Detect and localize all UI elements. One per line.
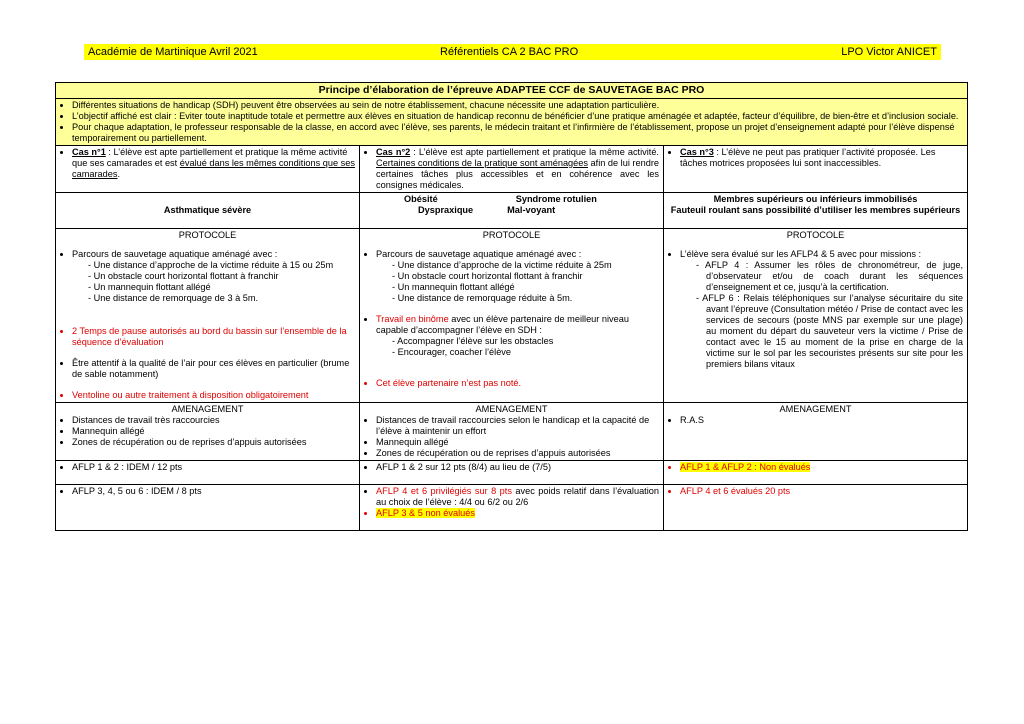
amenagement-col2 — [360, 403, 664, 461]
case-3-label: Cas n°3 — [680, 147, 714, 157]
case-1-cell — [56, 146, 360, 193]
list-item: • Zones de récupération ou de reprises d’appuis autorisées — [72, 437, 355, 448]
handicap-malvoyant: Mal-voyant — [507, 205, 556, 215]
aflp3456-col3 — [664, 485, 968, 531]
aflp3456-row — [56, 485, 968, 531]
case-3-text — [680, 147, 963, 169]
table-title: Principe d’élaboration de l’épreuve ADAPTEE CCF de SAUVETAGE BAC PRO — [56, 83, 968, 99]
protocole-col2 — [360, 229, 664, 403]
protocole-heading: PROTOCOLE — [786, 230, 845, 240]
case-2-c: afin de lui rendre certaines tâches plus accessibles et en cohérence avec les consignes médicales. — [376, 158, 659, 190]
handicap-col3 — [664, 193, 968, 229]
amenagement-heading: AMENAGEMENT — [475, 404, 548, 414]
amenagement-row — [56, 403, 968, 461]
list-item: - Une distance d’approche de la victime réduite à 25m — [402, 260, 659, 271]
protocole-intro — [376, 249, 659, 304]
protocole-heading: PROTOCOLE — [482, 230, 541, 240]
list-item: • Mannequin allégé — [72, 426, 355, 437]
list-item: - Une distance de remorquage réduite à 5m. — [402, 293, 659, 304]
intro-row — [56, 99, 968, 146]
aflp35-not-evaluated: AFLP 3 & 5 non évalués — [376, 508, 475, 518]
case-1-b: évalué dans les mêmes conditions que ses camarades — [72, 158, 355, 179]
protocole-heading: PROTOCOLE — [178, 230, 237, 240]
list-item: • Zones de récupération ou de reprises d’appuis autorisées — [376, 448, 659, 459]
amenagement-col1 — [56, 403, 360, 461]
partner-note: • Cet élève partenaire n’est pas noté. — [376, 378, 659, 389]
case-2-b: Certaines conditions de la pratique sont aménagées — [376, 158, 588, 168]
list-item: - Accompagner l’élève sur les obstacles — [402, 336, 659, 347]
ventoline-note: • Ventoline ou autre traitement à disposition obligatoirement — [72, 390, 355, 401]
header-center: Référentiels CA 2 BAC PRO — [440, 46, 579, 58]
list-item: • Distances de travail raccourcies selon le handicap et la capacité de l’élève à maintenir un effort — [376, 415, 659, 437]
intro-item: • Pour chaque adaptation, le professeur responsable de la classe, en accord avec l’élève, ses parents, le médecin traitant et l’infirmière de l’établissement, propose un projet d’enseignement adapté pour l’élève dispensé temporairement ou partiellement. — [72, 122, 963, 144]
aflp12-row — [56, 461, 968, 485]
evaluation-table — [55, 82, 968, 531]
case-3-cell — [664, 146, 968, 193]
list-item: • Distances de travail très raccourcies — [72, 415, 355, 426]
list-item: - Un obstacle court horizontal flottant à franchir — [402, 271, 659, 282]
handicap-row — [56, 193, 968, 229]
list-item: - AFLP 6 : Relais téléphoniques sur l’analyse sécuritaire du site avant l’épreuve (Consultation météo / Prise de contact avec les services de secours (poste MNS par exemple sur une plage) au moment du départ du sauveteur vers la victime / Prise de contact avec le 15 au moment de la prise en charge de la victime sur le sol par les secouristes présents sur site pour les premiers bilans vitaux — [706, 293, 963, 370]
case-3-a: : L’élève ne peut pas pratiquer l’activité proposée. Les tâches motrices proposées lui sont inaccessibles. — [680, 147, 936, 168]
title-row — [56, 83, 968, 99]
handicap-fauteuil: Fauteuil roulant sans possibilité d’utiliser les membres supérieurs — [670, 205, 961, 215]
list-item — [376, 508, 659, 519]
binome-rest: avec un élève partenaire de meilleur niveau capable d’accompagner l’élève en SDH : — [376, 314, 629, 335]
list-item: • Mannequin allégé — [376, 437, 659, 448]
protocole-intro — [72, 249, 355, 304]
list-item: • AFLP 1 & 2 sur 12 pts (8/4) au lieu de (7/5) — [376, 462, 659, 473]
case-1-text — [72, 147, 355, 180]
list-item: • R.A.S — [680, 415, 963, 426]
aflp12-col2 — [360, 461, 664, 485]
list-item — [376, 486, 659, 508]
binome-red: Travail en binôme — [376, 314, 449, 324]
list-item — [680, 462, 963, 473]
amenagement-col3 — [664, 403, 968, 461]
list-item: - Encourager, coacher l’élève — [402, 347, 659, 358]
list-item: • AFLP 1 & 2 : IDEM / 12 pts — [72, 462, 355, 473]
case-1-a: : L’élève est apte partiellement et pratique la même activité que ses camarades et est — [72, 147, 348, 168]
protocole-col3-intro: L’élève sera évalué sur les AFLP4 & 5 avec pour missions : — [680, 249, 922, 259]
aflp12-col1 — [56, 461, 360, 485]
list-item: • AFLP 3, 4, 5 ou 6 : IDEM / 8 pts — [72, 486, 355, 497]
protocole-col3 — [664, 229, 968, 403]
case-2-cell — [360, 146, 664, 193]
list-item: - Une distance d’approche de la victime réduite à 15 ou 25m — [98, 260, 355, 271]
amenagement-heading: AMENAGEMENT — [171, 404, 244, 414]
aflp46-rest: avec poids relatif dans l’évaluation au choix de l’élève : 4/4 ou 6/2 ou 2/6 — [376, 486, 659, 507]
header-left: Académie de Martinique Avril 2021 — [88, 46, 258, 58]
case-2-a: : L’élève est apte partiellement et pratique la même activité. — [410, 147, 659, 157]
pause-note: • 2 Temps de pause autorisés au bord du bassin sur l’ensemble de la séquence d’évaluation — [72, 326, 355, 348]
list-item: • AFLP 4 et 6 évalués 20 pts — [680, 486, 963, 497]
page-header — [84, 44, 941, 60]
header-right: LPO Victor ANICET — [841, 46, 937, 58]
handicap-membres: Membres supérieurs ou inférieurs immobilisés — [713, 194, 918, 204]
cases-row — [56, 146, 968, 193]
list-item: - Une distance de remorquage de 3 à 5m. — [98, 293, 355, 304]
intro-cell — [56, 99, 968, 146]
intro-item: • L’objectif affiché est clair : Eviter toute inaptitude totale et permettre aux élèves en situation de handicap reconnu de bénéficier d’une pratique aménagée et adaptée, facteur d’équilibre, de bien-être et d’inclusion sociale. — [72, 111, 963, 122]
case-1-label: Cas n°1 — [72, 147, 106, 157]
handicap-col1: Asthmatique sévère — [56, 193, 360, 229]
list-item: - Un obstacle court horizontal flottant à franchir — [98, 271, 355, 282]
list-item: - AFLP 4 : Assumer les rôles de chronométreur, de juge, d’observateur et/ou de coach durant les séquences d’enseignement et ce, jusqu’à la certification. — [706, 260, 963, 293]
intro-item: • Différentes situations de handicap (SDH) peuvent être observées au sein de notre établissement, chacune nécessite une adaptation particulière. — [72, 100, 963, 111]
aflp3456-col1 — [56, 485, 360, 531]
case-2-text — [376, 147, 659, 191]
list-item: - Un mannequin flottant allégé — [98, 282, 355, 293]
aflp46-red: AFLP 4 et 6 privilégiés sur 8 pts — [376, 486, 512, 496]
amenagement-heading: AMENAGEMENT — [779, 404, 852, 414]
handicap-col2 — [360, 193, 664, 229]
case-1-c: . — [117, 169, 121, 179]
handicap-syndrome: Syndrome rotulien — [515, 194, 597, 204]
aflp12-not-evaluated: AFLP 1 & AFLP 2 : Non évalués — [680, 462, 811, 472]
binome-note — [376, 314, 659, 358]
handicap-dyspraxique: Dyspraxique — [418, 205, 474, 215]
case-2-label: Cas n°2 — [376, 147, 411, 157]
protocole-row — [56, 229, 968, 403]
handicap-obesite: Obésité — [404, 194, 438, 204]
protocole-col1-intro: Parcours de sauvetage aquatique aménagé avec : — [72, 249, 278, 259]
protocole-col2-intro: Parcours de sauvetage aquatique aménagé avec : — [376, 249, 582, 259]
aflp3456-col2 — [360, 485, 664, 531]
aflp12-col3 — [664, 461, 968, 485]
protocole-col1 — [56, 229, 360, 403]
protocole-intro — [680, 249, 963, 370]
air-note: • Être attentif à la qualité de l’air pour ces élèves en particulier (brume de sable notamment) — [72, 358, 355, 380]
list-item: - Un mannequin flottant allégé — [402, 282, 659, 293]
